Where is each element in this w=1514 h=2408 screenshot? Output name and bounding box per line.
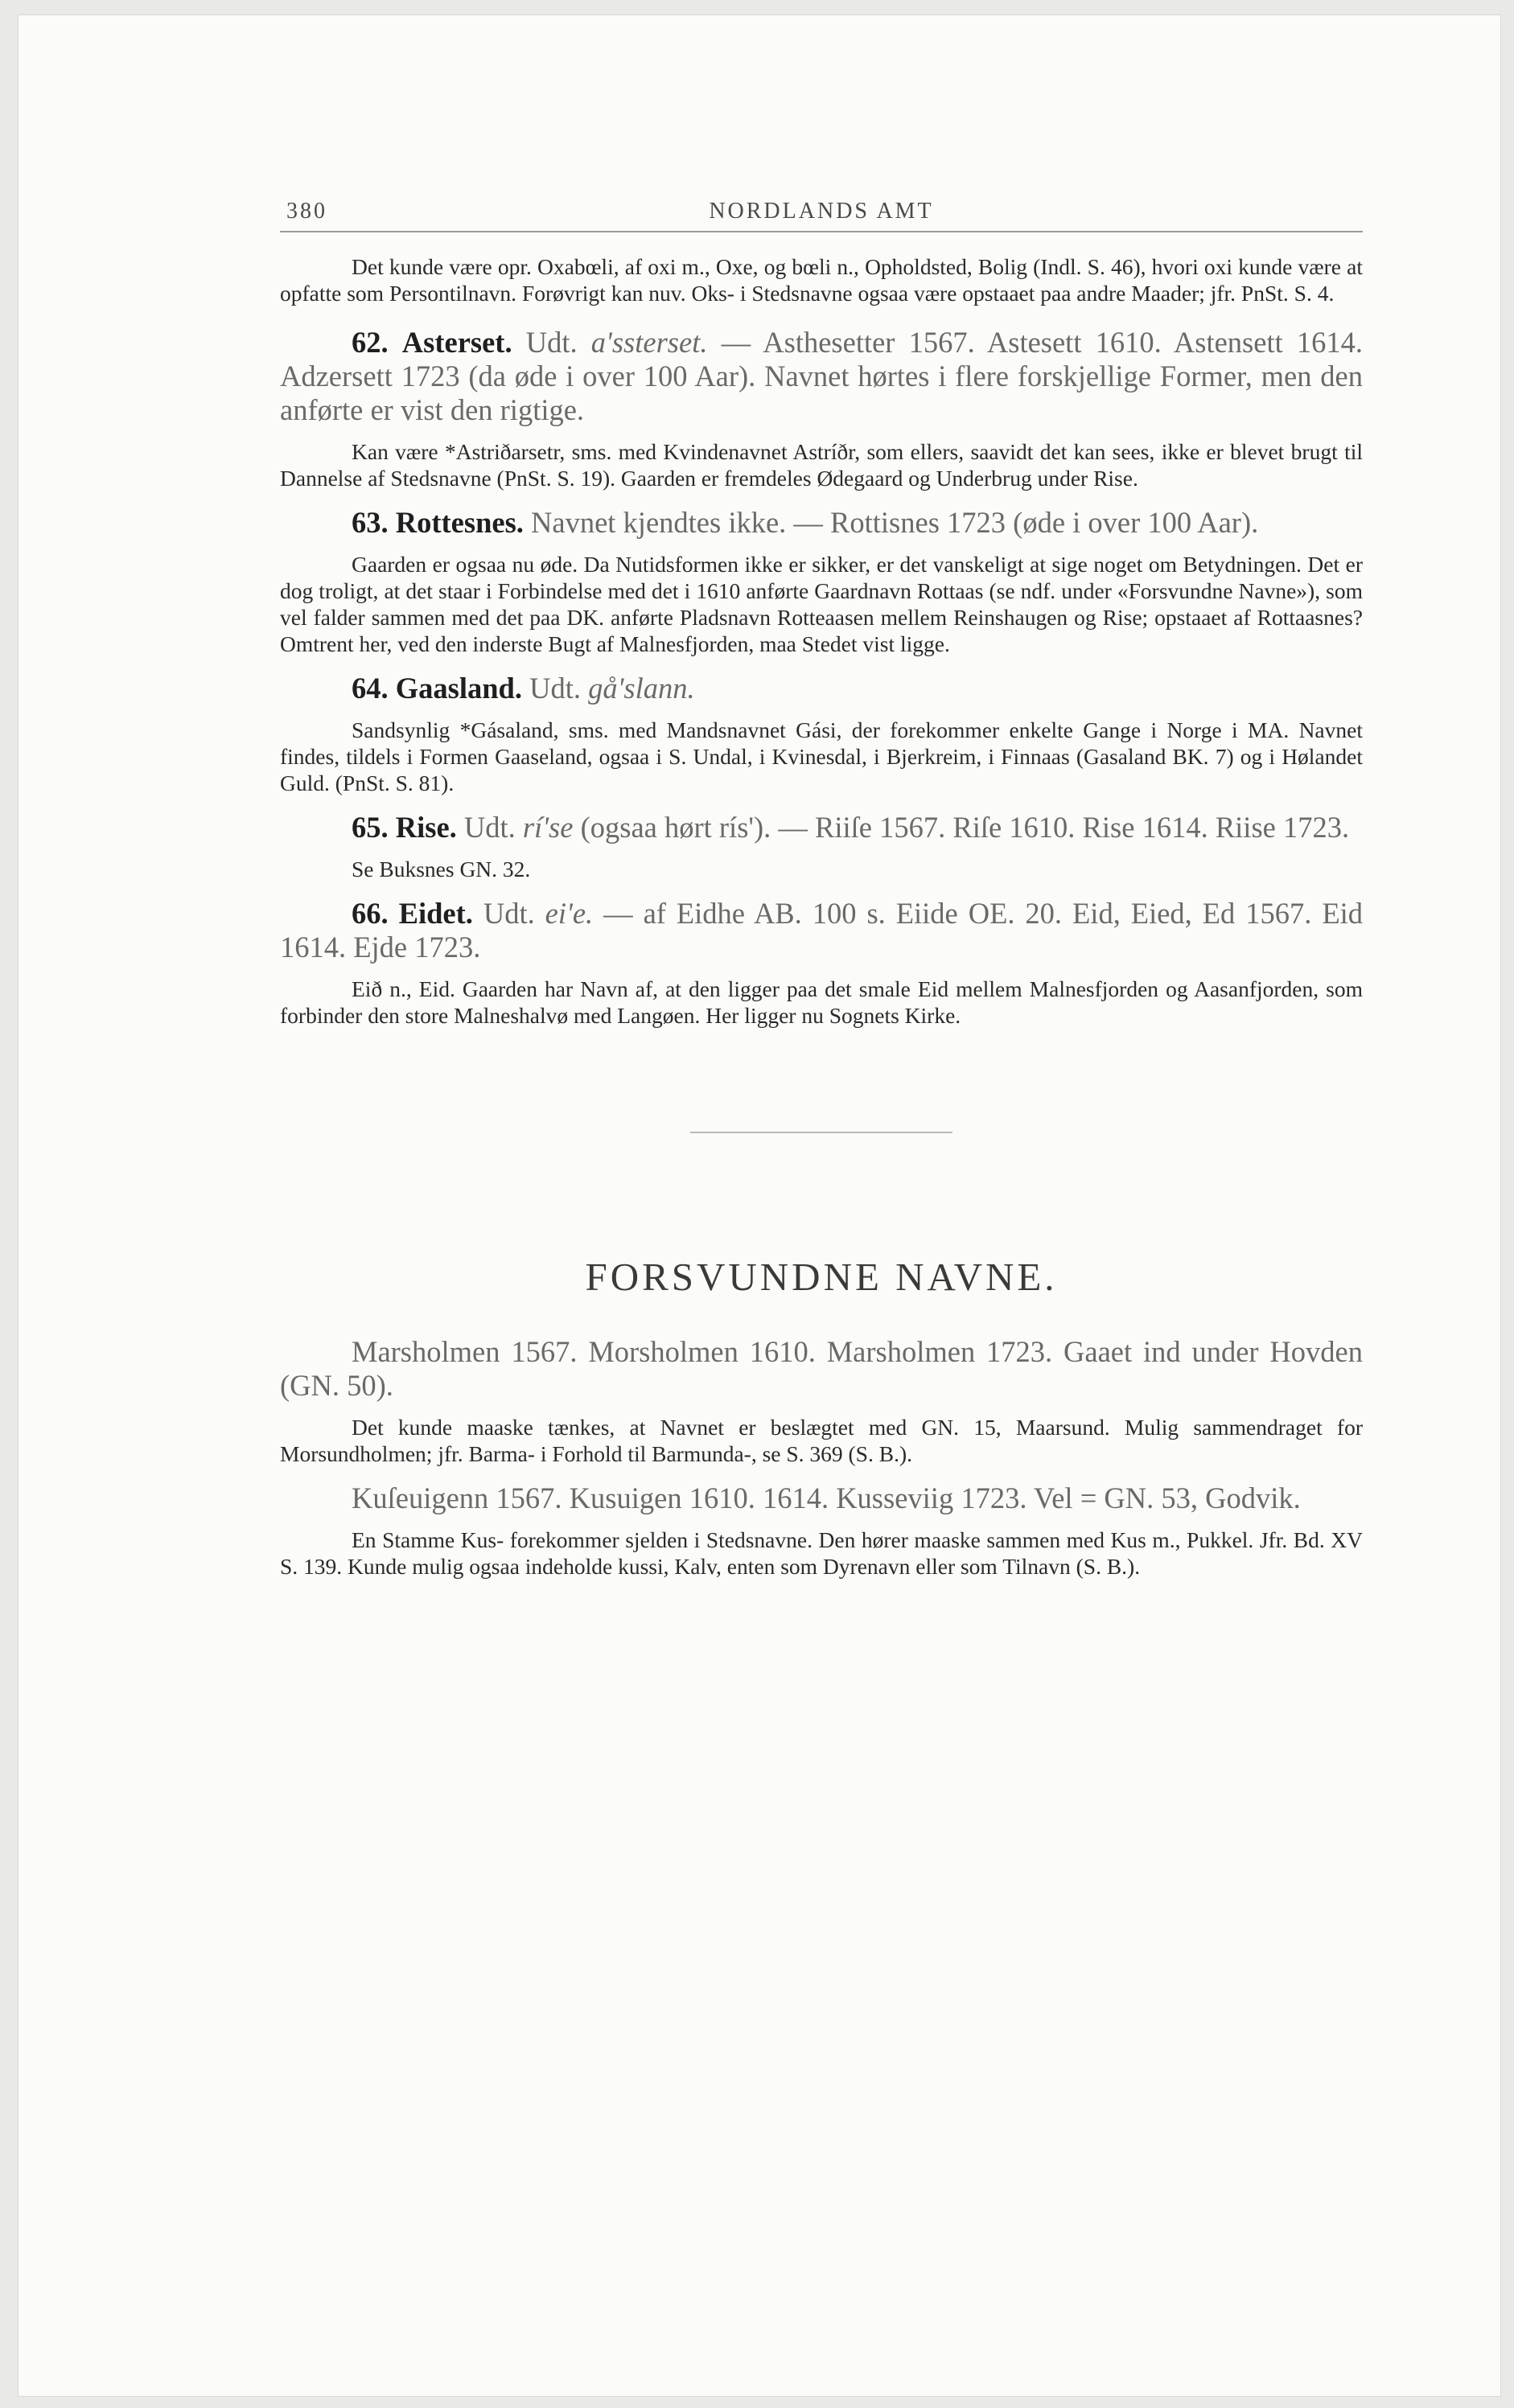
entry-pronunciation: gå'slann. bbox=[588, 672, 695, 705]
lost-name-2-forms: Kuſeuigenn 1567. Kusuigen 1610. 1614. Kusseviig 1723. Vel = GN. 53, Godvik. bbox=[352, 1481, 1301, 1514]
entry-name: Eidet. bbox=[398, 897, 473, 930]
page-number: 380 bbox=[286, 199, 327, 224]
running-header bbox=[280, 192, 1363, 232]
lost-name-2-note: En Stamme Kus- forekommer sjelden i Stedsnavne. Den hører maaske sammen med Kus m., Pukkel. Jfr. Bd. XV S. 139. Kunde mulig ogsaa indeholde kussi, Kalv, enten som Dyrenavn eller som Tilnavn (S. B.). bbox=[280, 1527, 1363, 1579]
section-heading: FORSVUNDNE NAVNE. bbox=[585, 1255, 1058, 1299]
entry-pre: Udt. bbox=[521, 672, 589, 705]
entry-64-header bbox=[280, 672, 1363, 705]
lost-name-1-forms: Marsholmen 1567. Morsholmen 1610. Marsholmen 1723. Gaaet ind under Hovden (GN. 50). bbox=[280, 1335, 1363, 1402]
entry-pronunciation: a'ssterset. bbox=[590, 326, 708, 359]
entry-64-note: Sandsynlig *Gásaland, sms. med Mandsnavnet Gási, der forekommer enkelte Gange i Norge i MA. Navnet findes, tildels i Formen Gaaseland, ogsaa i S. Undal, i Kvinesdal, i Bjerkreim, i Finnaas (Gasaland BK. 7) og i Hølandet Guld. (PnSt. S. 81). bbox=[280, 717, 1363, 795]
entry-65-header bbox=[280, 811, 1363, 844]
entry-65-note: Se Buksnes GN. 32. bbox=[352, 857, 531, 881]
book-page bbox=[18, 14, 1501, 2397]
entry-pre: Udt. bbox=[472, 897, 545, 930]
entry-pronunciation: rí'se bbox=[522, 811, 574, 844]
running-title: NORDLANDS AMT bbox=[709, 199, 934, 224]
intro-paragraph: Det kunde være opr. Oxabœli, af oxi m., Oxe, og bœli n., Opholdsted, Bolig (Indl. S. 46), hvori oxi kunde være at opfatte som Persontilnavn. Forøvrigt kan nuv. Oks- i Stedsnavne ogsaa være opstaaet paa andre Maader; jfr. PnSt. S. 4. bbox=[280, 254, 1363, 306]
entry-name: Rise. bbox=[395, 811, 457, 844]
entry-number: 65. bbox=[352, 811, 389, 844]
entry-66-header bbox=[280, 897, 1363, 964]
entry-pronunciation: ei'e. bbox=[545, 897, 594, 930]
lost-name-1-note: Det kunde maaske tænkes, at Navnet er beslægtet med GN. 15, Maarsund. Mulig sammendraget for Morsundholmen; jfr. Barma- i Forhold til Barmunda-, se S. 369 (S. B.). bbox=[280, 1415, 1363, 1466]
entry-number: 62. bbox=[352, 326, 389, 359]
page-content bbox=[280, 192, 1363, 1580]
entry-63-header bbox=[280, 506, 1363, 540]
entry-name: Rottesnes. bbox=[395, 506, 524, 539]
entry-63-note: Gaarden er ogsaa nu øde. Da Nutidsformen ikke er sikker, er det vanskeligt at sige noget om Betydningen. Det er dog troligt, at det staar i Forbindelse med det i 1610 anførte Gaardnavn Rottaas (se ndf. under «Forsvundne Navne»), som vel falder sammen med det paa DK. anførte Pladsnavn Rotteaasen mellem Reinshaugen og Rise; opstaaet af Rottaasnes? Omtrent her, ved den inderste Bugt af Malnesfjorden, maa Stedet vist ligge. bbox=[280, 552, 1363, 656]
entry-66-note: Eið n., Eid. Gaarden har Navn af, at den ligger paa det smale Eid mellem Malnesfjorden og Aasanfjorden, som forbinder den store Malneshalvø med Langøen. Her ligger nu Sognets Kirke. bbox=[280, 976, 1363, 1028]
entry-62-note: Kan være *Astriðarsetr, sms. med Kvindenavnet Astríðr, som ellers, saavidt det kan sees, ikke er blevet brugt til Dannelse af Stedsnavne (PnSt. S. 19). Gaarden er fremdeles Ødegaard og Underbrug under Rise. bbox=[280, 439, 1363, 491]
entry-forms: — af Eidhe AB. 100 s. Eiide OE. 20. Eid, Eied, Ed 1567. Eid 1614. Ejde 1723. bbox=[280, 897, 1364, 964]
entry-forms: — Asthesetter 1567. Astesett 1610. Astensett 1614. Adzersett 1723 (da øde i over 100 Aar). Navnet hørtes i flere forskjellige Former, men den anførte er vist den rigtige. bbox=[280, 326, 1364, 426]
entry-number: 63. bbox=[352, 506, 389, 539]
entry-forms: (ogsaa hørt rís'). — Riiſe 1567. Riſe 1610. Rise 1614. Riise 1723. bbox=[573, 811, 1350, 844]
section-divider bbox=[690, 1132, 952, 1133]
entry-name: Asterset. bbox=[401, 326, 512, 359]
entry-number: 64. bbox=[352, 672, 389, 705]
entry-name: Gaasland. bbox=[395, 672, 522, 705]
entry-number: 66. bbox=[352, 897, 389, 930]
entry-pre: Udt. bbox=[456, 811, 523, 844]
entry-pre: Udt. bbox=[512, 326, 591, 359]
entry-pre: Navnet kjendtes ikke. — Rottisnes 1723 (øde i over 100 Aar). bbox=[523, 506, 1259, 539]
entry-62-header bbox=[280, 326, 1363, 427]
